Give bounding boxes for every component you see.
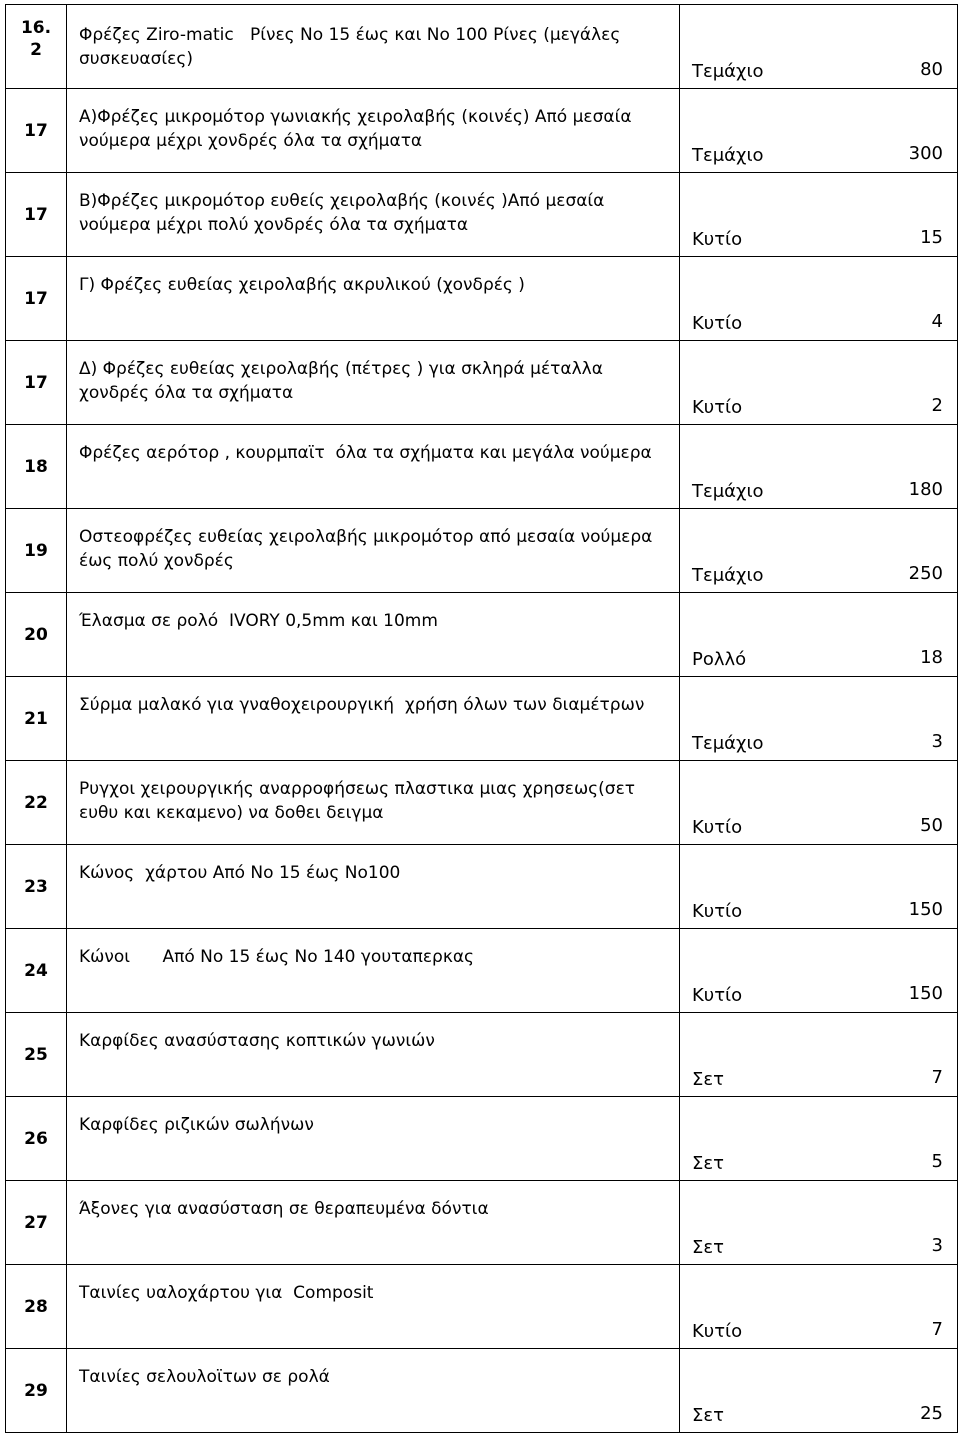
item-number-cell	[6, 425, 67, 509]
item-description: Σύρμα μαλακό για γναθοχειρουργική χρήση όλων των διαμέτρων	[79, 695, 645, 715]
item-number-cell	[6, 341, 67, 425]
item-number: 20	[24, 624, 48, 645]
item-description: Καρφίδες ριζικών σωλήνων	[79, 1115, 314, 1135]
item-description: Φρέζες αερότορ , κουρμπαϊτ όλα τα σχήματα και μεγάλα νούμερα	[79, 443, 652, 463]
item-quantity-cell	[680, 677, 958, 761]
item-number-cell	[6, 1097, 67, 1181]
table-row	[6, 1013, 958, 1097]
table-row	[6, 929, 958, 1013]
table-row	[6, 5, 958, 89]
item-description-cell	[67, 341, 680, 425]
item-description: Ταινίες σελουλοϊτων σε ρολά	[79, 1367, 330, 1387]
item-quantity-cell	[680, 5, 958, 89]
item-unit: Κυτίο	[692, 901, 743, 922]
item-number: 17	[24, 204, 48, 225]
item-description: Κώνοι Από Νο 15 έως Νο 140 γουταπερκας	[79, 947, 475, 967]
item-quantity-cell	[680, 593, 958, 677]
table-row	[6, 1181, 958, 1265]
item-number-cell	[6, 1181, 67, 1265]
item-number: 19	[24, 540, 48, 561]
item-quantity-cell	[680, 257, 958, 341]
item-quantity: 7	[931, 1067, 943, 1088]
table-row	[6, 509, 958, 593]
item-description-cell	[67, 509, 680, 593]
item-description: Έλασμα σε ρολό IVORY 0,5mm και 10mm	[79, 611, 438, 631]
item-unit: Τεμάχιο	[692, 733, 764, 754]
item-quantity: 3	[931, 1235, 943, 1256]
item-unit: Κυτίο	[692, 397, 743, 418]
table-row	[6, 677, 958, 761]
item-quantity-cell	[680, 425, 958, 509]
table-row	[6, 425, 958, 509]
item-description: Κώνος χάρτου Από Νο 15 έως Νο100	[79, 863, 401, 883]
item-quantity: 2	[931, 395, 943, 416]
item-unit: Κυτίο	[692, 985, 743, 1006]
item-unit: Τεμάχιο	[692, 145, 764, 166]
item-description-cell	[67, 1181, 680, 1265]
item-number: 29	[24, 1380, 48, 1401]
item-unit: Κυτίο	[692, 1321, 743, 1342]
item-number: 17	[24, 120, 48, 141]
item-number-cell	[6, 509, 67, 593]
item-number-cell	[6, 1349, 67, 1433]
items-table-body	[6, 5, 958, 1433]
item-description: Β)Φρέζες μικρομότορ ευθείς χειρολαβής (κοινές )Από μεσαία νούμερα μέχρι πολύ χονδρές όλα τα σχήματα	[79, 191, 610, 235]
item-description-cell	[67, 425, 680, 509]
item-quantity: 80	[920, 59, 943, 80]
item-description-cell	[67, 173, 680, 257]
item-description-cell	[67, 5, 680, 89]
table-row	[6, 1097, 958, 1181]
item-number-cell	[6, 1013, 67, 1097]
item-description: Οστεοφρέζες ευθείας χειρολαβής μικρομότορ από μεσαία νούμερα έως πολύ χονδρές	[79, 527, 658, 571]
table-row	[6, 89, 958, 173]
item-quantity-cell	[680, 1349, 958, 1433]
item-unit: Κυτίο	[692, 817, 743, 838]
item-unit: Κυτίο	[692, 313, 743, 334]
item-description-cell	[67, 845, 680, 929]
table-row	[6, 761, 958, 845]
item-number: 28	[24, 1296, 48, 1317]
item-number: 16. 2	[20, 18, 52, 60]
item-quantity-cell	[680, 1013, 958, 1097]
table-row	[6, 173, 958, 257]
item-unit: Σετ	[692, 1237, 724, 1258]
item-unit: Σετ	[692, 1405, 724, 1426]
item-number: 25	[24, 1044, 48, 1065]
item-quantity: 4	[931, 311, 943, 332]
table-row	[6, 845, 958, 929]
item-quantity: 300	[908, 143, 943, 164]
item-description: Γ) Φρέζες ευθείας χειρολαβής ακρυλικού (χονδρές )	[79, 275, 525, 295]
item-quantity-cell	[680, 173, 958, 257]
item-description: Α)Φρέζες μικρομότορ γωνιακής χειρολαβής (κοινές) Από μεσαία νούμερα μέχρι χονδρές όλα τα σχήματα	[79, 107, 637, 151]
item-quantity-cell	[680, 929, 958, 1013]
item-unit: Σετ	[692, 1153, 724, 1174]
item-quantity: 5	[931, 1151, 943, 1172]
item-quantity-cell	[680, 89, 958, 173]
item-quantity: 250	[908, 563, 943, 584]
item-quantity-cell	[680, 761, 958, 845]
item-quantity: 18	[920, 647, 943, 668]
item-description: Φρέζες Ziro-matic Ρίνες Νο 15 έως και Νο 100 Ρίνες (μεγάλες συσκευασίες)	[79, 25, 626, 69]
item-description-cell	[67, 761, 680, 845]
item-quantity-cell	[680, 1265, 958, 1349]
table-row	[6, 257, 958, 341]
item-number-cell	[6, 89, 67, 173]
item-quantity-cell	[680, 845, 958, 929]
item-description-cell	[67, 1349, 680, 1433]
item-quantity: 150	[908, 899, 943, 920]
item-description-cell	[67, 593, 680, 677]
item-quantity-cell	[680, 1181, 958, 1265]
item-number: 22	[24, 792, 48, 813]
item-quantity: 7	[931, 1319, 943, 1340]
item-unit: Τεμάχιο	[692, 61, 764, 82]
item-description-cell	[67, 257, 680, 341]
item-number-cell	[6, 1265, 67, 1349]
item-description-cell	[67, 677, 680, 761]
table-row	[6, 1265, 958, 1349]
table-row	[6, 593, 958, 677]
item-quantity: 25	[920, 1403, 943, 1424]
item-description: Άξονες για ανασύσταση σε θεραπευμένα δόντια	[79, 1199, 489, 1219]
item-quantity: 15	[920, 227, 943, 248]
items-table	[5, 4, 958, 1433]
item-number-cell	[6, 677, 67, 761]
item-quantity-cell	[680, 1097, 958, 1181]
item-number-cell	[6, 257, 67, 341]
item-description-cell	[67, 89, 680, 173]
item-number: 17	[24, 288, 48, 309]
item-description: Ταινίες υαλοχάρτου για Composit	[79, 1283, 374, 1303]
item-description-cell	[67, 1097, 680, 1181]
item-quantity-cell	[680, 341, 958, 425]
item-number: 23	[24, 876, 48, 897]
item-number-cell	[6, 593, 67, 677]
item-number-cell	[6, 173, 67, 257]
item-quantity: 150	[908, 983, 943, 1004]
item-description-cell	[67, 1265, 680, 1349]
item-number: 17	[24, 372, 48, 393]
item-number-cell	[6, 929, 67, 1013]
item-number: 18	[24, 456, 48, 477]
item-description: Δ) Φρέζες ευθείας χειρολαβής (πέτρες ) για σκληρά μέταλλα χονδρές όλα τα σχήματα	[79, 359, 609, 403]
item-unit: Κυτίο	[692, 229, 743, 250]
item-number: 21	[24, 708, 48, 729]
item-unit: Τεμάχιο	[692, 481, 764, 502]
item-unit: Ρολλό	[692, 649, 747, 670]
item-number: 27	[24, 1212, 48, 1233]
item-unit: Τεμάχιο	[692, 565, 764, 586]
item-description-cell	[67, 929, 680, 1013]
table-row	[6, 1349, 958, 1433]
item-number-cell	[6, 5, 67, 89]
table-row	[6, 341, 958, 425]
item-quantity-cell	[680, 509, 958, 593]
item-description: Ρυγχοι χειρουργικής αναρροφήσεως πλαστικα μιας χρησεως(σετ ευθυ και κεκαμενο) να δοθει δειγμα	[79, 779, 641, 823]
item-unit: Σετ	[692, 1069, 724, 1090]
item-description-cell	[67, 1013, 680, 1097]
item-quantity: 3	[931, 731, 943, 752]
item-number-cell	[6, 845, 67, 929]
item-number-cell	[6, 761, 67, 845]
item-quantity: 180	[908, 479, 943, 500]
item-number: 24	[24, 960, 48, 981]
item-number: 26	[24, 1128, 48, 1149]
item-quantity: 50	[920, 815, 943, 836]
item-description: Καρφίδες ανασύστασης κοπτικών γωνιών	[79, 1031, 435, 1051]
